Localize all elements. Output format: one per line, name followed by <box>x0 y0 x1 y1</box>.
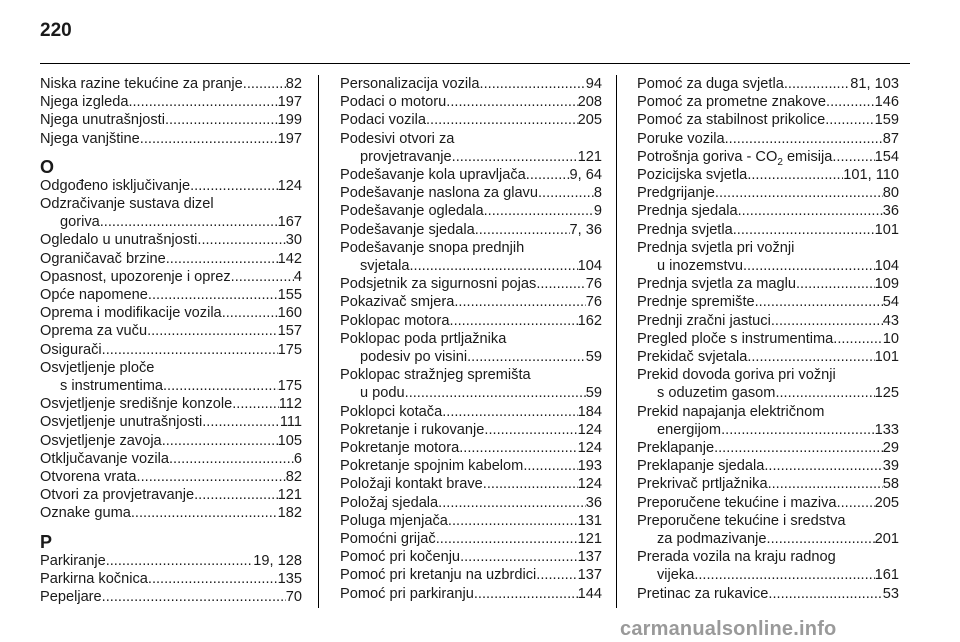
index-entry: Personalizacija vozila ..... 94 <box>340 75 602 93</box>
index-entry: podesiv po visini ..... 59 <box>340 348 602 366</box>
index-entry: Pokretanje i rukovanje ..... 124 <box>340 421 602 439</box>
index-entry-line: Preporučene tekućine i sredstva <box>637 512 846 529</box>
index-entry: Otključavanje vozila ..... 6 <box>40 450 302 468</box>
index-entry: Pomoć pri kočenju ..... 137 <box>340 548 602 566</box>
index-entry: Prednji zračni jastuci ..... 43 <box>637 312 899 330</box>
index-entry: Preporučene tekućine i maziva ..... 205 <box>637 494 899 512</box>
index-entry-line: Podesivi otvori za <box>340 130 455 147</box>
index-entry: Položaji kontakt brave ..... 124 <box>340 475 602 493</box>
index-entry: Pomoć pri parkiranju ..... 144 <box>340 585 602 603</box>
index-entry: Prednje spremište ..... 54 <box>637 293 899 311</box>
index-entry: goriva ..... 167 <box>40 213 302 231</box>
index-entry: Njega unutrašnjosti ..... 199 <box>40 111 302 129</box>
index-entry: Njega izgleda ..... 197 <box>40 93 302 111</box>
index-entry-line: Poklopac stražnjeg spremišta <box>340 367 531 384</box>
index-entry: Pokazivač smjera ..... 76 <box>340 293 602 311</box>
index-entry: Pozicijska svjetla ..... 101, 110 <box>637 166 899 184</box>
index-entry: Osvjetljenje središnje konzole ..... 112 <box>40 395 302 413</box>
index-entry: Pepeljare ..... 70 <box>40 588 302 606</box>
index-entry: Otvorena vrata ..... 82 <box>40 468 302 486</box>
index-entry: u podu ..... 59 <box>340 384 602 402</box>
index-entry: Osvjetljenje unutrašnjosti ..... 111 <box>40 413 302 431</box>
index-entry: Poruke vozila ..... 87 <box>637 130 899 148</box>
index-entry: Pretinac za rukavice ..... 53 <box>637 585 899 603</box>
index-entry: Osigurači ..... 175 <box>40 341 302 359</box>
index-entry: provjetravanje ..... 121 <box>340 148 602 166</box>
index-entry: Ogledalo u unutrašnjosti ..... 30 <box>40 231 302 249</box>
index-entry: Prekrivač prtljažnika ..... 58 <box>637 475 899 493</box>
index-entry: Prednja svjetla ..... 101 <box>637 221 899 239</box>
index-entry: Podaci vozila ..... 205 <box>340 111 602 129</box>
index-entry: Pokretanje spojnim kabelom ..... 193 <box>340 457 602 475</box>
index-entry-line: Poklopac poda prtljažnika <box>340 330 507 347</box>
header-rule <box>40 63 910 64</box>
index-entry: Podešavanje sjedala ..... 7, 36 <box>340 221 602 239</box>
index-entry: Prednja svjetla za maglu ..... 109 <box>637 275 899 293</box>
index-entry: za podmazivanje ..... 201 <box>637 530 899 548</box>
index-entry: Osvjetljenje zavoja ..... 105 <box>40 432 302 450</box>
index-entry: Odgođeno isključivanje ..... 124 <box>40 177 302 195</box>
watermark: carmanualsonline.info <box>620 618 837 640</box>
index-entry: Poluga mjenjača ..... 131 <box>340 512 602 530</box>
index-entry-line: Osvjetljenje ploče <box>40 359 155 376</box>
index-entry: Pomoć pri kretanju na uzbrdici ..... 137 <box>340 566 602 584</box>
index-entry: Otvori za provjetravanje ..... 121 <box>40 486 302 504</box>
index-entry: Pregled ploče s instrumentima ..... 10 <box>637 330 899 348</box>
column-divider <box>318 75 319 608</box>
index-entry: Oznake guma ..... 182 <box>40 504 302 522</box>
index-entry-line: Prerada vozila na kraju radnog <box>637 549 836 566</box>
index-entry: Niska razine tekućine za pranje ..... 82 <box>40 75 302 93</box>
index-entry: Pomoć za duga svjetla ..... 81, 103 <box>637 75 899 93</box>
index-entry: svjetala ..... 104 <box>340 257 602 275</box>
index-entry: Njega vanjštine ..... 197 <box>40 130 302 148</box>
index-entry: Prednja sjedala ..... 36 <box>637 202 899 220</box>
index-entry: Pomoć za prometne znakove ..... 146 <box>637 93 899 111</box>
index-entry: Podešavanje naslona za glavu ..... 8 <box>340 184 602 202</box>
index-entry: Oprema za vuču ..... 157 <box>40 322 302 340</box>
index-entry-line: Prednja svjetla pri vožnji <box>637 239 795 256</box>
index-entry: Opasnost, upozorenje i oprez ..... 4 <box>40 268 302 286</box>
index-entry-line: Podešavanje snopa prednjih <box>340 239 525 256</box>
index-entry: Poklopci kotača ..... 184 <box>340 403 602 421</box>
index-entry: s oduzetim gasom ..... 125 <box>637 384 899 402</box>
index-entry: u inozemstvu ..... 104 <box>637 257 899 275</box>
index-entry: energijom ..... 133 <box>637 421 899 439</box>
index-entry: Poklopac motora ..... 162 <box>340 312 602 330</box>
index-entry: Preklapanje ..... 29 <box>637 439 899 457</box>
column-divider <box>616 75 617 608</box>
index-entry-line: Prekid napajanja električnom <box>637 403 825 420</box>
section-letter: P <box>40 531 53 552</box>
index-entry: Položaj sjedala ..... 36 <box>340 494 602 512</box>
index-column-2 <box>340 75 602 603</box>
index-entry: Podsjetnik za sigurnosni pojas ..... 76 <box>340 275 602 293</box>
index-entry: Predgrijanje ..... 80 <box>637 184 899 202</box>
index-entry: Prekidač svjetala ..... 101 <box>637 348 899 366</box>
index-entry: Pomoćni grijač ..... 121 <box>340 530 602 548</box>
index-entry: Opće napomene ..... 155 <box>40 286 302 304</box>
index-entry-line: Prekid dovoda goriva pri vožnji <box>637 367 836 384</box>
index-entry-line: Odzračivanje sustava dizel <box>40 196 214 213</box>
index-entry: Podešavanje ogledala ..... 9 <box>340 202 602 220</box>
index-entry: Podaci o motoru ..... 208 <box>340 93 602 111</box>
index-column-3 <box>637 75 899 603</box>
index-entry: Preklapanje sjedala ..... 39 <box>637 457 899 475</box>
index-entry: Podešavanje kola upravljača ..... 9, 64 <box>340 166 602 184</box>
page-number: 220 <box>40 20 72 41</box>
section-letter: O <box>40 156 55 177</box>
index-entry: Oprema i modifikacije vozila ..... 160 <box>40 304 302 322</box>
index-entry: s instrumentima ..... 175 <box>40 377 302 395</box>
index-entry: Parkirna kočnica ..... 135 <box>40 570 302 588</box>
index-entry: Ograničavač brzine ..... 142 <box>40 250 302 268</box>
index-entry: Pomoć za stabilnost prikolice ..... 159 <box>637 111 899 129</box>
index-entry: Potrošnja goriva - $CO_2$ emisija ..... 154 <box>637 148 899 166</box>
index-entry: Pokretanje motora ..... 124 <box>340 439 602 457</box>
index-column-1 <box>40 75 302 606</box>
index-entry: Parkiranje ..... 19, 128 <box>40 552 302 570</box>
index-entry: vijeka ..... 161 <box>637 566 899 584</box>
